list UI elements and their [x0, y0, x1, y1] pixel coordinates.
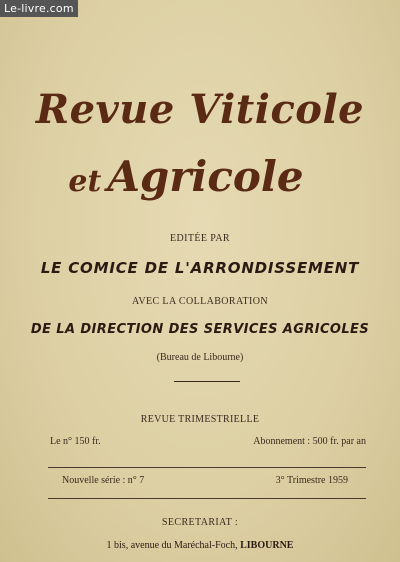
bureau: (Bureau de Libourne) [156, 352, 244, 363]
series-number: Nouvelle série : n° 7 [62, 475, 145, 486]
secretariat-label: SECRETARIAT : [161, 517, 239, 528]
revue-type: REVUE TRIMESTRIELLE [140, 414, 260, 425]
title-et: et [68, 164, 102, 199]
edited-by: EDITÉE PAR [169, 233, 231, 244]
separator-rule [174, 381, 240, 382]
direction-name: DE LA DIRECTION DES SERVICES AGRICOLES [30, 322, 370, 337]
address-city: LIBOURNE [240, 540, 294, 551]
collaboration-label: AVEC LA COLLABORATION [132, 296, 268, 307]
issue-price: Le n° 150 fr. [50, 436, 101, 447]
quarter: 3° Trimestre 1959 [275, 475, 348, 486]
address-street: 1 bis, avenue du Maréchal-Foch, [106, 540, 238, 551]
subscription-price: Abonnement : 500 fr. par an [253, 436, 366, 447]
title-line-1: Revue Viticole [35, 86, 365, 133]
address [0, 540, 400, 551]
divider-top [48, 467, 366, 468]
title-line-2 [0, 152, 386, 201]
publisher: LE COMICE DE L'ARRONDISSEMENT [40, 259, 360, 277]
watermark: Le-livre.com [0, 0, 78, 17]
divider-bottom [48, 498, 366, 499]
title-agricole: Agricole [107, 152, 304, 201]
